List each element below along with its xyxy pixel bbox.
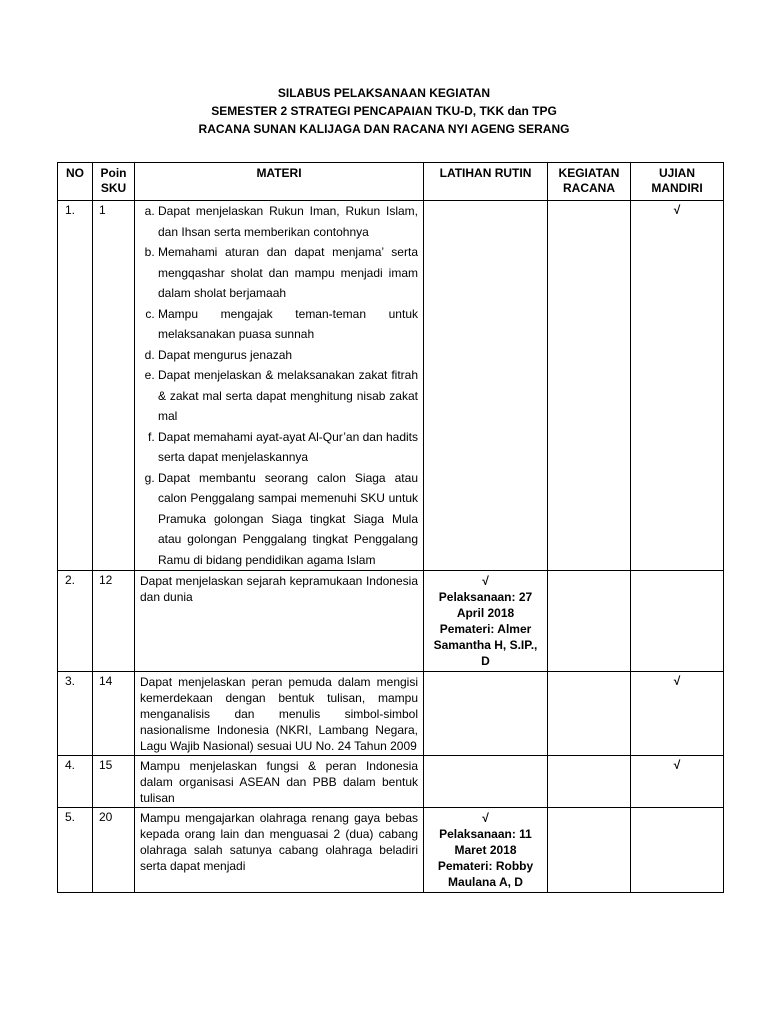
table-header-row <box>58 163 724 201</box>
row-materi: Dapat menjelaskan peran pemuda dalam mengisi kemerdekaan dengan bentuk tulisan, mampu menganalisis dan menulis simbol-simbol nasionalisme Indonesia (NKRI, Lambang Negara, Lagu Wajib Nasional) sesuai UU No. 24 Tahun 2009 <box>135 672 424 756</box>
table-row <box>58 672 724 756</box>
row-kegiatan <box>548 571 631 672</box>
materi-item: g. Dapat membantu seorang calon Siaga atau calon Penggalang sampai memenuhi SKU untuk Pramuka golongan Siaga tingkat Siaga Mula atau golongan Penggalang tingkat Penggalang Ramu di bidang pendidikan agama Islam <box>158 468 418 571</box>
table-row <box>58 756 724 808</box>
row-ujian-check: √ <box>631 756 724 808</box>
document-title-block <box>0 84 768 138</box>
row-no: 1. <box>58 201 93 571</box>
row-poin: 20 <box>93 808 135 893</box>
row-poin: 15 <box>93 756 135 808</box>
row-poin: 1 <box>93 201 135 571</box>
row-materi-list <box>135 201 424 571</box>
row-no: 4. <box>58 756 93 808</box>
header-materi: MATERI <box>135 163 424 201</box>
row-no: 2. <box>58 571 93 672</box>
row-no: 3. <box>58 672 93 756</box>
row-ujian-check: √ <box>631 201 724 571</box>
row-latihan <box>424 672 548 756</box>
row-kegiatan <box>548 201 631 571</box>
materi-item: a. Dapat menjelaskan Rukun Iman, Rukun Islam, dan Ihsan serta memberikan contohnya <box>158 201 418 242</box>
header-poin-sku: Poin SKU <box>93 163 135 201</box>
row-ujian <box>631 808 724 893</box>
row-kegiatan <box>548 808 631 893</box>
row-latihan <box>424 756 548 808</box>
table-row <box>58 808 724 893</box>
table-row <box>58 201 724 571</box>
table-row <box>58 571 724 672</box>
title-line-1: SILABUS PELAKSANAAN KEGIATAN <box>277 86 491 100</box>
row-latihan: √ Pelaksanaan: 27 April 2018 Pemateri: Almer Samantha H, S.IP., D <box>424 571 548 672</box>
header-ujian-mandiri: UJIAN MANDIRI <box>631 163 724 201</box>
row-kegiatan <box>548 756 631 808</box>
row-materi: Dapat menjelaskan sejarah kepramukaan Indonesia dan dunia <box>135 571 424 672</box>
row-ujian <box>631 571 724 672</box>
materi-item: e. Dapat menjelaskan & melaksanakan zakat fitrah & zakat mal serta dapat menghitung nisab zakat mal <box>158 365 418 427</box>
row-latihan <box>424 201 548 571</box>
row-poin: 12 <box>93 571 135 672</box>
row-kegiatan <box>548 672 631 756</box>
materi-item: c. Mampu mengajak teman-teman untuk melaksanakan puasa sunnah <box>158 304 418 345</box>
materi-item: f. Dapat memahami ayat-ayat Al-Qur’an dan hadits serta dapat menjelaskannya <box>158 427 418 468</box>
row-materi: Mampu mengajarkan olahraga renang gaya bebas kepada orang lain dan menguasai 2 (dua) cabang olahraga salah satunya cabang olahraga beladiri serta dapat menjadi <box>135 808 424 893</box>
row-latihan: √ Pelaksanaan: 11 Maret 2018 Pemateri: Robby Maulana A, D <box>424 808 548 893</box>
row-no: 5. <box>58 808 93 893</box>
row-ujian-check: √ <box>631 672 724 756</box>
syllabus-table <box>57 162 724 893</box>
materi-item: d. Dapat mengurus jenazah <box>158 345 418 366</box>
title-line-3: RACANA SUNAN KALIJAGA DAN RACANA NYI AGENG SERANG <box>198 122 570 136</box>
row-poin: 14 <box>93 672 135 756</box>
materi-item-list <box>140 201 418 570</box>
header-no: NO <box>58 163 93 201</box>
header-latihan-rutin: LATIHAN RUTIN <box>424 163 548 201</box>
materi-item: b. Memahami aturan dan dapat menjama’ serta mengqashar sholat dan mampu menjadi imam dalam sholat berjamaah <box>158 242 418 304</box>
row-materi: Mampu menjelaskan fungsi & peran Indonesia dalam organisasi ASEAN dan PBB dalam bentuk tulisan <box>135 756 424 808</box>
title-line-2: SEMESTER 2 STRATEGI PENCAPAIAN TKU-D, TKK dan TPG <box>211 104 557 118</box>
header-kegiatan-racana: KEGIATAN RACANA <box>548 163 631 201</box>
